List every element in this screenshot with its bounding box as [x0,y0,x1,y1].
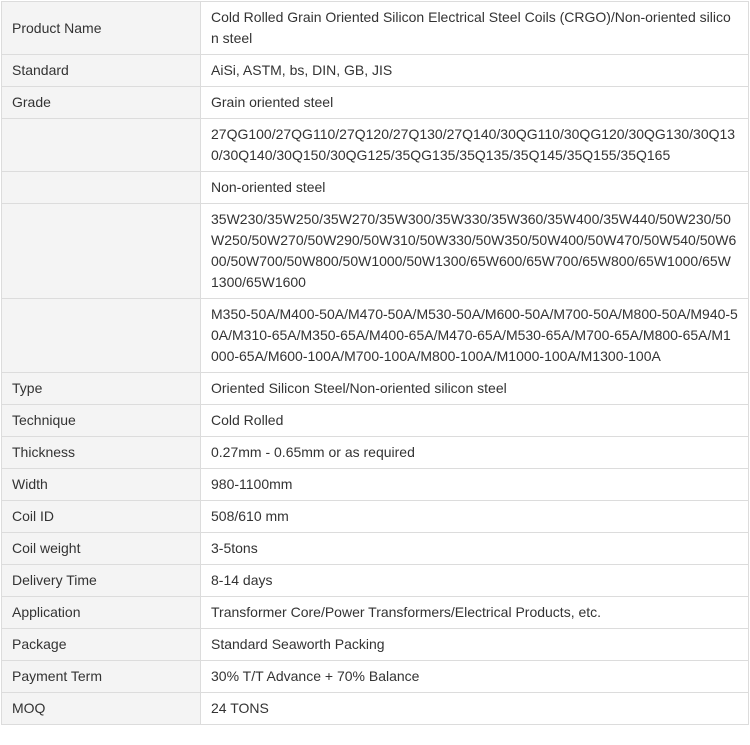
product-spec-table [1,1,749,725]
row-value: 8-14 days [201,565,749,597]
table-row-product-name [2,2,749,55]
row-value: Non-oriented steel [201,172,749,204]
row-label: Technique [2,405,201,437]
row-label [2,299,201,373]
row-value: 980-1100mm [201,469,749,501]
table-row-grade [2,87,749,119]
row-value: Grain oriented steel [201,87,749,119]
row-value: 3-5tons [201,533,749,565]
table-row-package [2,629,749,661]
row-value: Standard Seaworth Packing [201,629,749,661]
row-value: 508/610 mm [201,501,749,533]
table-row-grain-oriented-grades [2,119,749,172]
row-label: Thickness [2,437,201,469]
row-value: 0.27mm - 0.65mm or as required [201,437,749,469]
row-value: Oriented Silicon Steel/Non-oriented silicon steel [201,373,749,405]
row-value: 35W230/35W250/35W270/35W300/35W330/35W360/35W400/35W440/50W230/50W250/50W270/50W290/50W310/50W330/50W350/50W400/50W470/50W540/50W600/50W700/50W800/50W1000/50W1300/65W600/65W700/65W800/65W1000/65W1300/65W1600 [201,204,749,299]
row-label: Product Name [2,2,201,55]
row-value: Transformer Core/Power Transformers/Electrical Products, etc. [201,597,749,629]
table-row-standard [2,55,749,87]
table-row-technique [2,405,749,437]
row-value: 27QG100/27QG110/27Q120/27Q130/27Q140/30QG110/30QG120/30QG130/30Q130/30Q140/30Q150/30QG125/35QG135/35Q135/35Q145/35Q155/35Q165 [201,119,749,172]
row-label: Width [2,469,201,501]
row-value: 24 TONS [201,693,749,725]
row-label: Grade [2,87,201,119]
row-label: Standard [2,55,201,87]
table-row-type [2,373,749,405]
table-row-moq [2,693,749,725]
table-row-application [2,597,749,629]
row-value: 30% T/T Advance + 70% Balance [201,661,749,693]
row-label [2,172,201,204]
row-value: AiSi, ASTM, bs, DIN, GB, JIS [201,55,749,87]
table-row-non-oriented-m-grades [2,299,749,373]
row-label [2,204,201,299]
row-label: MOQ [2,693,201,725]
row-label: Delivery Time [2,565,201,597]
table-row-coil-weight [2,533,749,565]
row-label: Coil weight [2,533,201,565]
table-row-coil-id [2,501,749,533]
row-label: Package [2,629,201,661]
table-row-delivery-time [2,565,749,597]
row-label: Payment Term [2,661,201,693]
row-value: Cold Rolled Grain Oriented Silicon Electrical Steel Coils (CRGO)/Non-oriented silicon steel [201,2,749,55]
table-row-non-oriented-w-grades [2,204,749,299]
row-label: Application [2,597,201,629]
row-label: Type [2,373,201,405]
table-row-width [2,469,749,501]
table-row-payment-term [2,661,749,693]
table-row-non-oriented-heading [2,172,749,204]
row-value: M350-50A/M400-50A/M470-50A/M530-50A/M600-50A/M700-50A/M800-50A/M940-50A/M310-65A/M350-65A/M400-65A/M470-65A/M530-65A/M700-65A/M800-65A/M1000-65A/M600-100A/M700-100A/M800-100A/M1000-100A/M1300-100A [201,299,749,373]
row-label [2,119,201,172]
row-label: Coil ID [2,501,201,533]
table-row-thickness [2,437,749,469]
row-value: Cold Rolled [201,405,749,437]
